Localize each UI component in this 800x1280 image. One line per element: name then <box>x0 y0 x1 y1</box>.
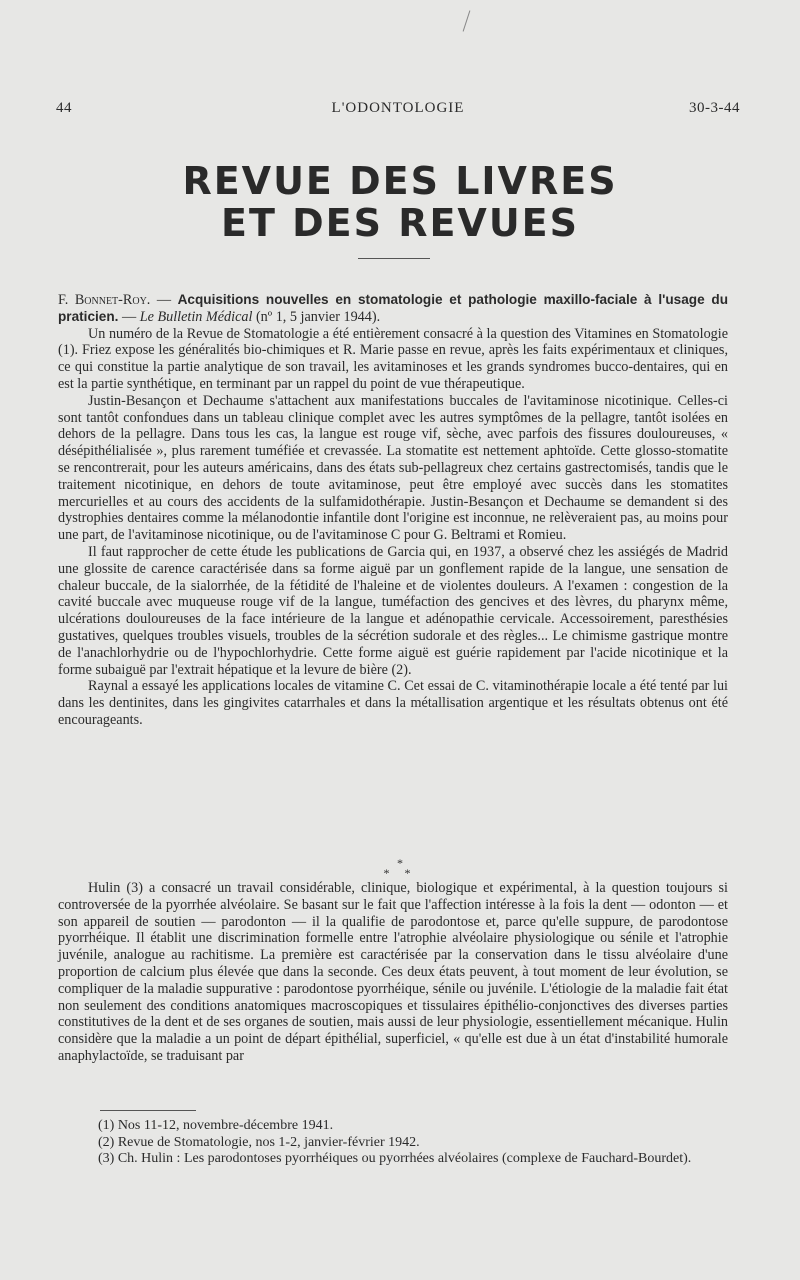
paragraph-3: Il faut rapprocher de cette étude les publications de Garcia qui, en 1937, a observé chez les assiégés de Madrid une glossite de carence caractérisée dans sa forme aiguë par un gonflement rapide de la langue, une sensation de chaleur buccale, de la sialorrhée, de la fétidité de l'haleine et de violentes douleurs. A l'examen : congestion de la cavité buccale avec muqueuse rouge vif de la langue, tuméfaction des gencives et des lèvres, du pharynx même, ulcérations douloureuses de la face intérieure de la langue et adénopathie cervicale. Accessoirement, paresthésies gustatives, quelques troubles visuels, troubles de la sécrétion sudorale et des règles... Le chimisme gastrique montre de l'anachlorhydrie ou de l'hypochlorhydrie. Cette forme aiguë est guérie rapidement par l'acide nicotinique et la forme subaiguë par l'extrait hépatique et la levure de bière (2). <box>58 543 728 678</box>
section-title <box>0 160 800 244</box>
paragraph-2: Justin-Besançon et Dechaume s'attachent aux manifestations buccales de l'avitaminose nicotinique. Celles-ci sont tantôt confondues dans un tableau clinique complet avec les autres symptômes de la pellagre, tantôt isolées en dehors de la pellagre. Dans tous les cas, la langue est rouge vif, sèche, avec parfois des fissures douloureuses, « désépithélialisée », plus rarement tuméfiée et crevassée. La stomatite est nettement aphtoïde. Cette glosso-stomatite se rencontrerait, pour les auteurs américains, dans des états sub-pellagreux chez certains gastrectomisés, tandis que le traitement nicotinique, en dehors de toute avitaminose, peut être employé avec succès dans les stomatites mercurielles et au cours des accidents de la sulfamidothérapie. Justin-Besançon et Dechaume se demandent si des dystrophies dentaires comme la mélanodontie infantile dont l'origine est inconnue, ne relèveraient pas, au moins pour une part, de l'avitaminose nicotinique, ou de l'avitaminose C pour G. Beltrami et Romieu. <box>58 392 728 544</box>
review-body <box>58 292 728 729</box>
footnote-rule <box>100 1110 196 1111</box>
review-article-title: Acquisitions nouvelles en stomatologie et pathologie maxillo-faciale à l'usage du praticien. <box>58 292 728 324</box>
issue-date: 30-3-44 <box>689 100 740 116</box>
title-line-2: ET DES REVUES <box>220 201 580 245</box>
section-separator <box>0 858 800 878</box>
title-divider <box>358 258 430 259</box>
second-section-body <box>58 880 728 1065</box>
separator-star-top: * <box>397 856 403 870</box>
review-author: F. Bonnet-Roy. <box>58 292 151 308</box>
running-header <box>56 100 740 120</box>
separator-stars-bottom: * * <box>383 866 417 880</box>
pencil-mark <box>463 10 471 31</box>
page-number: 44 <box>56 100 72 116</box>
footnote-1: (1) Nos 11-12, novembre-décembre 1941. <box>98 1118 334 1133</box>
paragraph-5: Hulin (3) a consacré un travail considérable, clinique, biologique et expérimental, à la question toujours si controversée de la pyorrhée alvéolaire. Se basant sur le fait que l'affection intéresse à la fois la dent — odonton — et son appareil de soutien — parodonton — il la qualifie de parodontose et, parce qu'elle suppure, de parodontose pyorrhéique. Il établit une discrimination formelle entre l'atrophie alvéolaire physiologique ou sénile et l'atrophie juvénile, analogue au rachitisme. La première est caractérisée par la conservation dans le tissu alvéolaire d'une proportion de calcium plus élevée que dans la seconde. Ces deux états peuvent, à tout moment de leur évolution, se compliquer de la maladie suppurative : parodontose pyorrhéique, sénile ou juvénile. L'étiologie de la maladie fait état non seulement des conditions anatomiques macroscopiques et tissulaires épithélio-conjonctives des diverses parties constitutives de la dent et de ses organes de soutien, mais aussi de leur physiologie, essentiellement mécanique. Hulin considère que la maladie a un point de départ épithélial, superficiel, « qu'elle est due à un état d'instabilité humorale anaphylactoïde, se traduisant par <box>58 880 728 1064</box>
review-source: Le Bulletin Médical <box>139 308 253 325</box>
paragraph-4: Raynal a essayé les applications locales de vitamine C. Cet essai de C. vitaminothérapie locale a été tenté par lui dans les dentinites, dans les gingivites catarrhales et dans la métallisation argentique et les résultats obtenus ont été encourageants. <box>58 678 728 728</box>
paragraph-1: Un numéro de la Revue de Stomatologie a été entièrement consacré à la question des Vitamines en Stomatologie (1). Friez expose les généralités bio-chimiques et R. Marie passe en revue, après les faits expérimentaux et cliniques, ce qui constitue la partie analytique de son travail, les avitaminoses et les grands syndromes bucco-dentaires, qui en est la partie synthétique, en terminant par un rappel du point de vue thérapeutique. <box>58 325 728 392</box>
review-citation: F. Bonnet-Roy. — Acquisitions nouvelles en stomatologie et pathologie maxillo-faciale à l'usage du praticien. — Le Bulletin Médical (nº 1, 5 janvier 1944). <box>58 292 728 325</box>
footnote-3: (3) Ch. Hulin : Les parodontoses pyorrhéiques ou pyorrhées alvéolaires (complexe de Fauchard-Bourdet). <box>98 1151 692 1166</box>
footnotes <box>58 1118 728 1168</box>
footnote-2: (2) Revue de Stomatologie, nos 1-2, janvier-février 1942. <box>98 1134 420 1150</box>
title-line-1: REVUE DES LIVRES <box>182 159 618 203</box>
review-source-ref: (nº 1, 5 janvier 1944). <box>252 308 381 325</box>
journal-name: L'ODONTOLOGIE <box>331 100 465 116</box>
